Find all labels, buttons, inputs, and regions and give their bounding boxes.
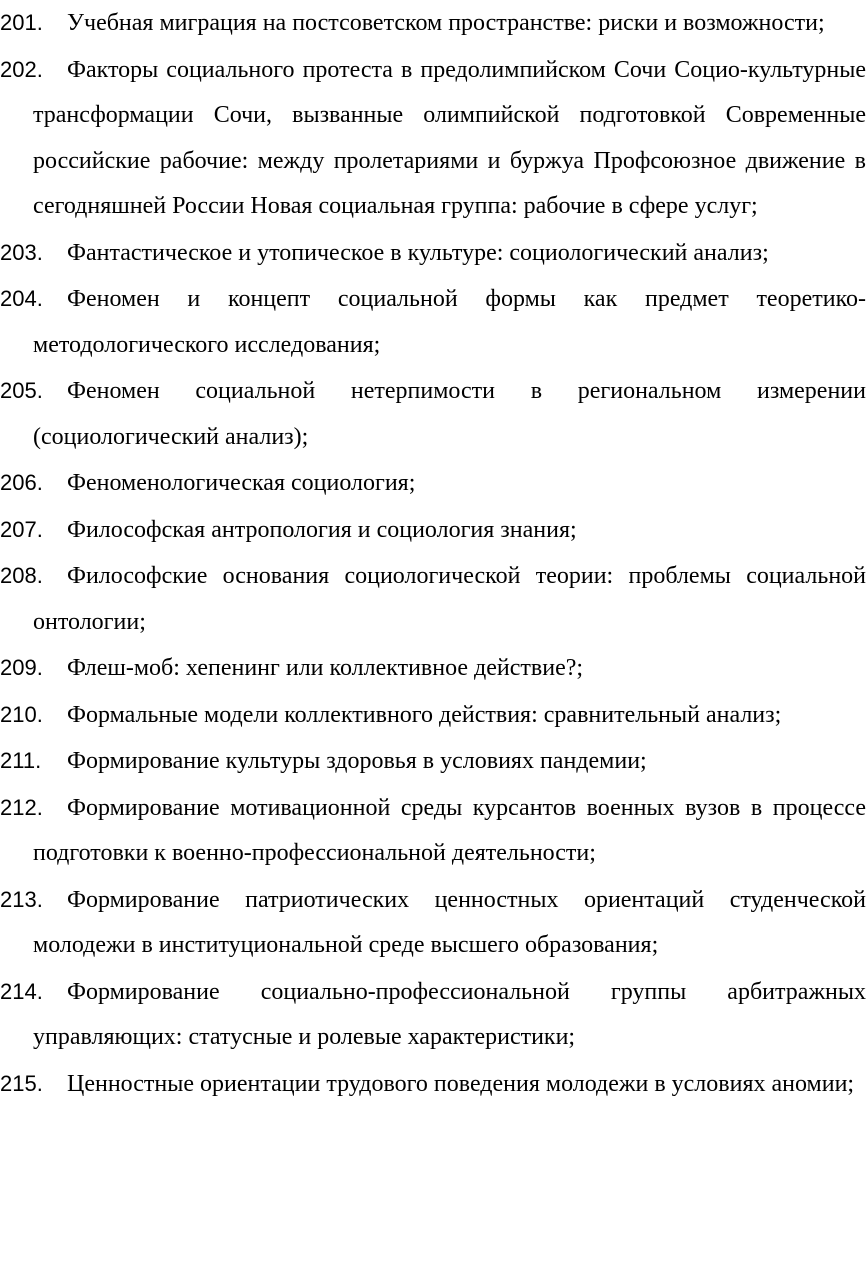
item-number: 213.	[0, 886, 43, 912]
list-item	[0, 460, 866, 507]
item-number: 202.	[0, 56, 43, 82]
item-text: Ценностные ориентации трудового поведения молодежи в условиях аномии;	[67, 1070, 855, 1097]
item-number: 214.	[0, 978, 43, 1004]
list-item	[0, 785, 866, 877]
item-text: Формирование мотивационной среды курсантов военных вузов в процессе подготовки к военно-профессиональной деятельности;	[33, 794, 866, 866]
list-item	[0, 692, 866, 739]
item-text: Феномен и концепт социальной формы как предмет теоретико-методологического исследования;	[33, 286, 866, 358]
item-text: Флеш-моб: хепенинг или коллективное действие?;	[67, 655, 584, 681]
item-text: Формирование патриотических ценностных ориентаций студенческой молодежи в институциональной среде высшего образования;	[33, 886, 866, 958]
item-number: 210.	[0, 701, 43, 727]
item-text: Философские основания социологической теории: проблемы социальной онтологии;	[33, 563, 866, 635]
item-number: 209.	[0, 655, 43, 680]
list-item	[0, 645, 866, 692]
item-text: Феноменологическая социология;	[67, 470, 416, 496]
item-number: 215.	[0, 1070, 43, 1096]
item-text: Формирование социально-профессиональной группы арбитражных управляющих: статусные и ролевые характеристики;	[33, 978, 866, 1050]
item-number: 206.	[0, 470, 43, 495]
item-number: 201.	[0, 10, 43, 35]
item-text: Феномен социальной нетерпимости в региональном измерении (социологический анализ);	[33, 378, 866, 450]
item-text: Формирование культуры здоровья в условиях пандемии;	[67, 748, 647, 774]
list-item	[0, 276, 866, 368]
list-item	[0, 553, 866, 645]
item-text: Формальные модели коллективного действия: сравнительный анализ;	[67, 701, 782, 728]
item-number: 207.	[0, 516, 43, 542]
item-number: 205.	[0, 378, 43, 403]
list-item	[0, 230, 866, 277]
item-number: 212.	[0, 794, 43, 820]
list-item	[0, 1061, 866, 1108]
list-item	[0, 368, 866, 460]
list-item	[0, 0, 866, 47]
item-number: 208.	[0, 563, 43, 588]
item-number: 204.	[0, 286, 43, 311]
item-text: Факторы социального протеста в предолимпийском Сочи Социо-культурные трансформации Сочи, вызванные олимпийской подготовкой Современные российские рабочие: между пролетариями и буржуа Профсоюзное движение в сегодняшней России Новая социальная группа: рабочие в сфере услуг;	[33, 56, 866, 219]
item-number: 203.	[0, 239, 43, 265]
item-text: Философская антропология и социология знания;	[67, 516, 577, 543]
list-item	[0, 738, 866, 785]
list-item	[0, 877, 866, 969]
list-item	[0, 969, 866, 1061]
item-text: Фантастическое и утопическое в культуре: социологический анализ;	[67, 239, 769, 266]
item-number: 211.	[0, 748, 42, 773]
list-item	[0, 507, 866, 554]
list-item	[0, 47, 866, 230]
item-text: Учебная миграция на постсоветском пространстве: риски и возможности;	[67, 10, 825, 36]
